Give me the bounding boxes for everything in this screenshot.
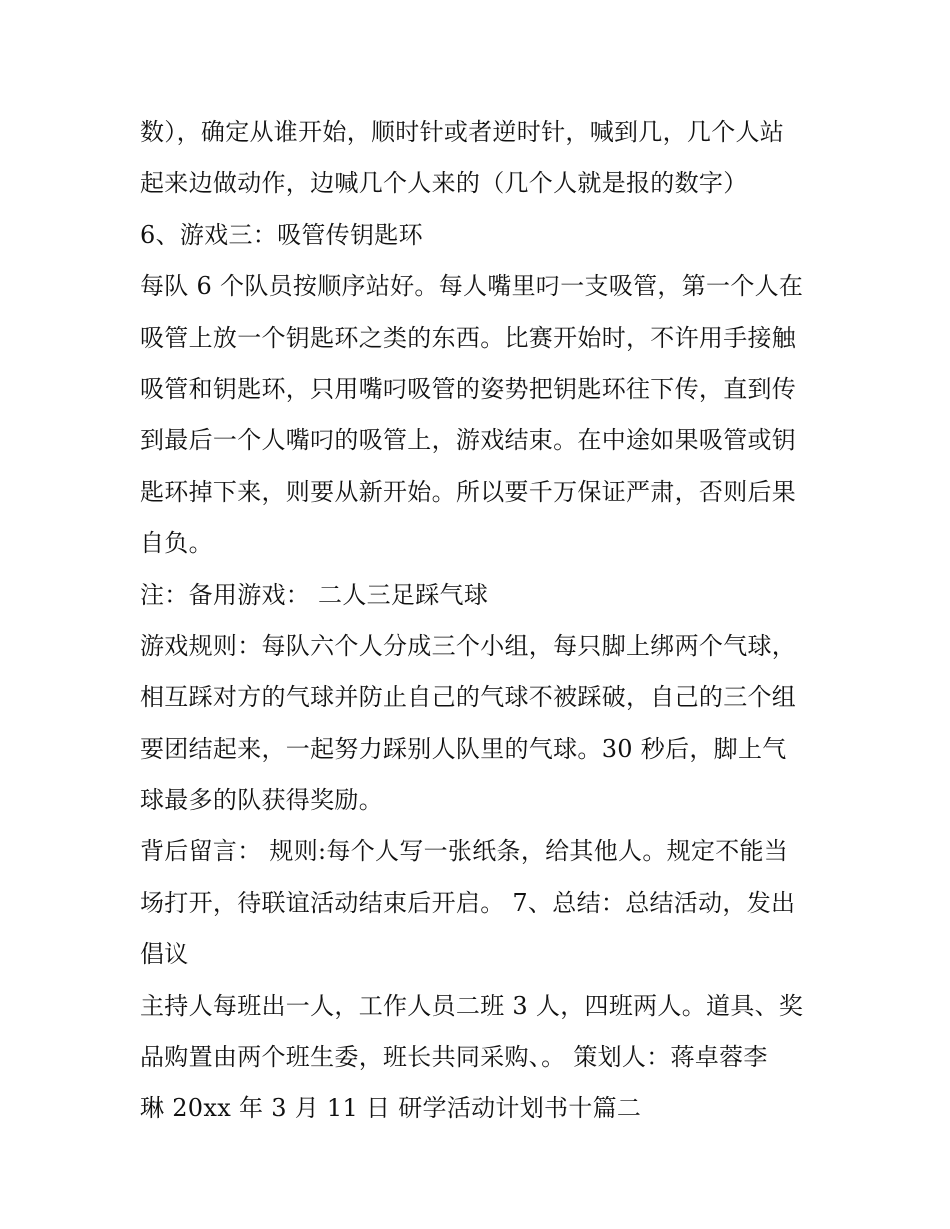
section-heading: 6、游戏三：吸管传钥匙环 (140, 220, 423, 249)
document-body (140, 107, 830, 1135)
text-line: 球最多的队获得奖励。 (140, 786, 383, 815)
text-line: 每队 6 个队员按顺序站好。每人嘴里叼一支吸管，第一个人在 (140, 272, 804, 301)
text-line: 吸管和钥匙环，只用嘴叼吸管的姿势把钥匙环往下传，直到传 (140, 374, 797, 403)
text-line: 到最后一个人嘴叼的吸管上，游戏结束。在中途如果吸管或钥 (140, 426, 797, 455)
text-line: 场打开，待联谊活动结束后开启。 7、总结：总结活动，发出 (140, 888, 796, 917)
text-line: 品购置由两个班生委，班长共同采购、。 策划人：蒋卓蓉李 (140, 1043, 768, 1072)
text-line: 要团结起来，一起努力踩别人队里的气球。30 秒后，脚上气 (140, 734, 787, 763)
text-line: 倡议 (140, 940, 189, 969)
text-line: 主持人每班出一人，工作人员二班 3 人，四班两人。道具、奖 (140, 991, 804, 1020)
text-line: 背后留言： 规则:每个人写一张纸条，给其他人。规定不能当 (140, 837, 789, 866)
text-line: 游戏规则：每队六个人分成三个小组，每只脚上绑两个气球， (140, 631, 797, 660)
text-line: 自负。 (140, 529, 213, 558)
text-line: 吸管上放一个钥匙环之类的东西。比赛开始时，不许用手接触 (140, 323, 797, 352)
note-line: 注：备用游戏： 二人三足踩气球 (140, 580, 489, 609)
text-line: 数），确定从谁开始，顺时针或者逆时针，喊到几，几个人站 (140, 118, 785, 146)
text-line: 匙环掉下来，则要从新开始。所以要千万保证严肃，否则后果 (140, 477, 797, 506)
text-line: 起来边做动作，边喊几个人来的（几个人就是报的数字） (140, 169, 748, 198)
text-line: 琳 20xx 年 3 月 11 日 研学活动计划书十篇二 (140, 1094, 642, 1123)
text-line: 相互踩对方的气球并防止自己的气球不被踩破，自己的三个组 (140, 683, 797, 712)
